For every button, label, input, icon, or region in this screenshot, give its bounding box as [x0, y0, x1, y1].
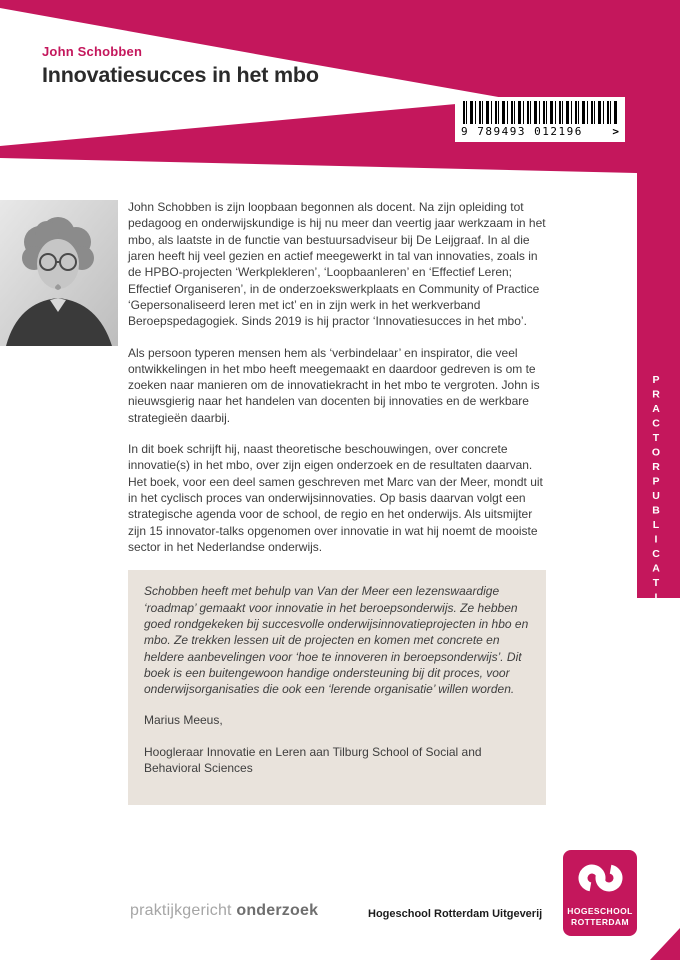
paragraph-2: Als persoon typeren mensen hem als ‘verbindelaar’ en inspirator, die veel ontwikkelingen in het mbo heeft meegemaakt en daardoor gedreven is om te zoeken naar manieren om de innovatiekracht in het mbo te vergroten. John is nieuwsgierig naar het handelen van docenten bij innovaties en de werkbare strategieën daarbij.	[128, 345, 540, 425]
quote-attribution-role: Hoogleraar Innovatie en Leren aan Tilburg School of Social and Behavioral Sciences	[144, 744, 482, 776]
series-label-bold: onderzoek	[236, 902, 319, 919]
hr-logo-line1: HOGESCHOOL	[567, 905, 633, 916]
series-label-normal: praktijkgericht	[130, 902, 232, 919]
barcode-number-row	[461, 125, 619, 138]
author-photo	[0, 200, 118, 346]
quote-text: Schobben heeft met behulp van Van der Meer een lezenswaardige ‘roadmap’ gemaakt voor innovatie in het beroepsonderwijs. Ze hebben goed rondgekeken bij succesvolle onderwijsinnovatieprojecten in hbo en mbo. Ze trekken lessen uit de projecten en komen met concrete en heldere aanbevelingen voor ‘hoe te innoveren in beroepsonderwijs’. Dit boek is een buitengewoon handige ondersteuning bij dit proces, voor onderwijsorganisaties die ook een ‘lerende organisatie’ willen worden.	[144, 584, 529, 697]
book-title: Innovatiesucces in het mbo	[42, 63, 319, 87]
publisher-label: Hogeschool Rotterdam Uitgeverij	[368, 908, 543, 920]
quote-attribution-name: Marius Meeus,	[144, 713, 223, 728]
paragraph-3: In dit boek schrijft hij, naast theoretische beschouwingen, over concrete innovatie(s) in het mbo, over zijn eigen onderzoek en de resultaten daarvan. Het boek, voor een deel samen geschreven met Marc van der Meer, mondt uit in het cyclisch proces van onderwijsinnovaties. Op basis daarvan volgt een strategische agenda voor de school, de regio en het onderwijs. Als uitsmijter zijn 15 innovator-talks opgenomen over innovatie in wat hij noemt de mooiste sector in het Nederlandse onderwijs.	[128, 442, 543, 554]
barcode	[455, 97, 625, 142]
series-label	[130, 902, 318, 920]
quote-box	[128, 570, 546, 805]
body-text	[128, 199, 546, 805]
hr-logo-text	[567, 906, 632, 928]
barcode-arrow: >	[612, 125, 619, 138]
paragraph-1: John Schobben is zijn loopbaan begonnen als docent. Na zijn opleiding tot pedagoog en onderwijskundige is hij nu meer dan veertig jaar werkzaam in het mbo, als laatste in de functie van bestuursadviseur bij De Leijgraaf. In al die jaren heeft hij veel gezien en actief meegewerkt in tal van innovaties, zoals in de HPBO-projecten ‘Werkplekleren’, ‘Loopbaanleren’ en ‘Effectief Leren; Effectief Organiseren’, in de onderzoekswerkplaats en Community of Practice ‘Gepersonaliseerd leren met ict’ en in zijn werk in het werkverband Beroepspedagogiek. Sinds 2019 is hij practor ‘Innovatiesucces in het mbo’.	[128, 200, 546, 329]
practorpublicatie-label: PRACTORPUBLICATIE	[650, 374, 662, 621]
barcode-bars-icon	[463, 101, 617, 124]
barcode-number: 9 789493 012196	[461, 125, 583, 138]
author-photo-image	[0, 200, 118, 346]
hr-logo-icon	[577, 857, 623, 899]
hr-logo	[563, 850, 637, 936]
hr-logo-line2: ROTTERDAM	[571, 916, 629, 927]
author-name: John Schobben	[42, 44, 143, 59]
face-shape	[37, 239, 79, 289]
corner-accent	[650, 928, 680, 960]
